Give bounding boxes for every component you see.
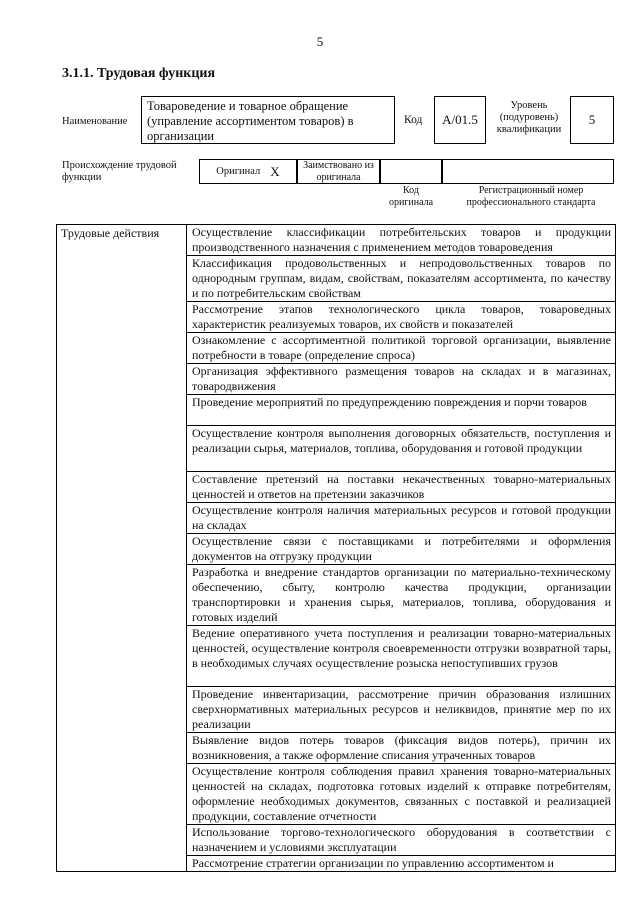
original-mark: X [270, 163, 280, 179]
labor-action-item: Осуществление связи с поставщиками и потребителями и оформления документов на отгрузку продукции [187, 534, 616, 565]
original-label: Оригинал [216, 166, 261, 177]
labor-action-item: Осуществление классификации потребительских товаров и продукции производственного назначения с применением методов товароведения [187, 225, 616, 256]
labor-action-item: Разработка и внедрение стандартов организации по материально-техническому обеспечению, сбыту, контролю качества продукции, организации транспортировки и хранения сырья, материалов, топлива, оборудования и готовых изделий [187, 565, 616, 626]
reg-number-label: Регистрационный номер профессионального стандарта [466, 185, 596, 208]
code-original-cell [380, 159, 442, 184]
level-value: 5 [570, 96, 614, 144]
labor-actions-table [56, 224, 616, 872]
code-label: Код [404, 114, 423, 126]
table-row [57, 225, 616, 256]
labor-action-item: Составление претензий на поставки некачественных товарно-материальных ценностей и ответов на претензии заказчиков [187, 472, 616, 503]
labor-action-item: Проведение мероприятий по предупреждению повреждения и порчи товаров [187, 395, 616, 426]
labor-action-item: Использование торгово-технологического оборудования в соответствии с назначением и условиями эксплуатации [187, 825, 616, 856]
labor-action-item: Рассмотрение этапов технологического цикла товаров, товароведных характеристик реализуемых товаров, их свойств и показателей [187, 302, 616, 333]
labor-action-item: Осуществление контроля наличия материальных ресурсов и готовой продукции на складах [187, 503, 616, 534]
page-number: 5 [316, 34, 324, 49]
name-label: Наименование [62, 116, 128, 127]
labor-action-item: Осуществление контроля выполнения договорных обязательств, поступления и реализации сырья, материалов, топлива, оборудования и готовой продукции [187, 426, 616, 472]
origin-label: Происхождение трудовой функции [62, 160, 177, 183]
code-original-label: Код оригинала [388, 185, 434, 208]
labor-action-item: Ознакомление с ассортиментной политикой торговой организации, выявление потребности в товаре (определение спроса) [187, 333, 616, 364]
labor-actions-heading: Трудовые действия [57, 225, 187, 872]
original-cell [199, 159, 297, 184]
level-label: Уровень (подуровень) квалификации [496, 100, 562, 135]
function-name-value: Товароведение и товарное обращение (управление ассортиментом товаров) в организации [141, 96, 395, 144]
reg-number-cell [442, 159, 614, 184]
section-title: 3.1.1. Трудовая функция [62, 66, 216, 81]
labor-action-item: Классификация продовольственных и непродовольственных товаров по однородным группам, видам, свойствам, показателям ассортимента, по качеству и по потребительским свойствам [187, 256, 616, 302]
labor-action-item: Ведение оперативного учета поступления и реализации товарно-материальных ценностей, осуществление контроля своевременности отгрузки возвратной тары, в необходимых случаях осуществление розыска непоступивших грузов [187, 626, 616, 687]
labor-action-item: Осуществление контроля соблюдения правил хранения товарно-материальных ценностей на складах, подготовка готовых изделий к отправке потребителям, оформление необходимых документов, связанных с поставкой и реализацией продукции, составление отчетности [187, 764, 616, 825]
labor-action-item: Рассмотрение стратегии организации по управлению ассортиментом и [187, 856, 616, 872]
labor-action-item: Проведение инвентаризации, рассмотрение причин образования излишних сверхнормативных материальных ресурсов и неликвидов, принятие мер по их реализации [187, 687, 616, 733]
labor-action-item: Организация эффективного размещения товаров на складах и в магазинах, товародвижения [187, 364, 616, 395]
function-code-value: A/01.5 [434, 96, 486, 144]
labor-action-item: Выявление видов потерь товаров (фиксация видов потерь), причин их возникновения, а также оформление списания утраченных товаров [187, 733, 616, 764]
borrowed-label: Заимствовано из оригинала [297, 159, 380, 184]
